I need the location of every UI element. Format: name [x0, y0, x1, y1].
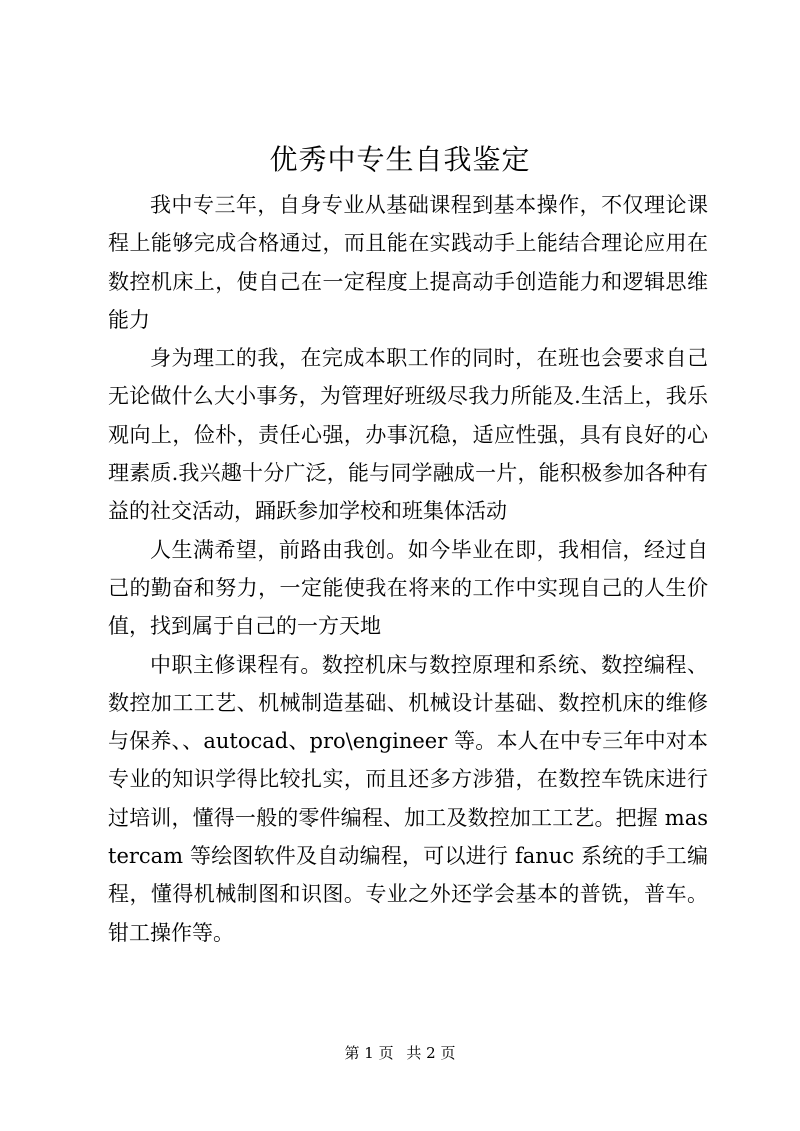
page-total: 共 2 页: [406, 1044, 456, 1062]
paragraph-4: 中职主修课程有。数控机床与数控原理和系统、数控编程、数控加工工艺、机械制造基础、机械设计基础、数控机床的维修与保养、、autocad、pro\engineer 等。本人在中专三年中对本专业的知识学得比较扎实，而且还多方涉猎，在数控车铣床进行过培训，懂得一般的零件编程、加工及数控加工工艺。把握 mastercam 等绘图软件及自动编程，可以进行 fanuc 系统的手工编程，懂得机械制图和识图。专业之外还学会基本的普铣，普车。钳工操作等。: [108, 652, 708, 945]
paragraph-3: 人生满希望，前路由我创。如今毕业在即，我相信，经过自己的勤奋和努力，一定能使我在将来的工作中实现自己的人生价值，找到属于自己的一方天地: [108, 537, 708, 639]
paragraph-1: 我中专三年，自身专业从基础课程到基本操作，不仅理论课程上能够完成合格通过，而且能在实践动手上能结合理论应用在数控机床上，使自己在一定程度上提高动手创造能力和逻辑思维能力: [108, 193, 708, 332]
page-footer: [0, 1043, 800, 1063]
page-number: 第 1 页: [344, 1044, 394, 1062]
document-title: 优秀中专生自我鉴定: [269, 143, 531, 176]
paragraph-2: 身为理工的我，在完成本职工作的同时，在班也会要求自己无论做什么大小事务，为管理好班级尽我力所能及.生活上，我乐观向上，俭朴，责任心强，办事沉稳，适应性强，具有良好的心理素质.我兴趣十分广泛，能与同学融成一片，能积极参加各种有益的社交活动，踊跃参加学校和班集体活动: [108, 346, 708, 524]
document-body: [108, 186, 708, 952]
